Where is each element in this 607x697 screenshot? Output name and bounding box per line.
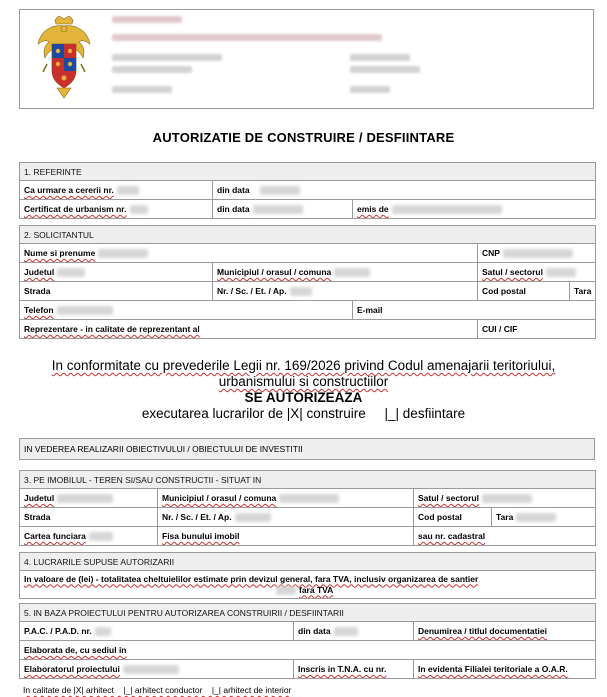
cadastral-label: sau nr. cadastral (418, 531, 486, 541)
satul-field[interactable] (546, 268, 576, 277)
municipiul-field[interactable] (334, 268, 370, 277)
pac-label: P.A.C. / P.A.D. nr. (24, 625, 92, 636)
section-3-heading: 3. PE IMOBILUL - TEREN SI/SAU CONSTRUCTII - SITUAT IN (20, 471, 596, 489)
work-type-checkboxes[interactable]: executarea lucrarilor de |X| construire |_| desfiintare (141, 406, 466, 421)
architect-role-checkboxes[interactable] (19, 685, 595, 695)
email-label: E-mail (357, 305, 383, 315)
din-data-field[interactable] (334, 627, 358, 636)
telefon-field[interactable] (57, 306, 113, 315)
judetul-field[interactable] (57, 268, 85, 277)
redacted-header-text (350, 54, 410, 61)
nr-field[interactable] (235, 513, 271, 522)
din-data-field[interactable] (260, 186, 300, 195)
municipiul-label: Municipiul / orasul / comuna (217, 266, 332, 277)
valoare-field[interactable] (276, 586, 296, 595)
municipiul-field[interactable] (279, 494, 339, 503)
redacted-header-text (112, 66, 192, 73)
calitate-line: In calitate de |X| arhitect |_| arhitect conductor |_| arhitect de interior (23, 685, 292, 695)
redacted-header-text (112, 34, 382, 41)
redacted-header-text (112, 16, 182, 23)
din-data-label: din data (217, 184, 250, 195)
denumirea-label: Denumirea / titlul documentatiei (418, 626, 547, 636)
cnp-label: CNP (482, 247, 500, 258)
references-applicant-table (19, 162, 596, 339)
nume-label: Nume si prenume (24, 247, 96, 258)
elaborata-label: Elaborata de, cu sediul in (24, 645, 127, 655)
cod-postal-label: Cod postal (482, 286, 526, 296)
valoare-line-1: In valoare de (lei) - totalitatea cheltuielilor estimate prin devizul general, fara TVA, inclusiv organizarea de santier (24, 573, 479, 584)
valoare-line-2: fara TVA (299, 584, 334, 595)
satul-label: Satul / sectorul (418, 492, 479, 503)
certificat-label: Certificat de urbanism nr. (24, 203, 127, 214)
fisa-label: Fisa bunului imobil (162, 531, 240, 541)
section-5-heading: 5. IN BAZA PROIECTULUI PENTRU AUTORIZAREA CONSTRUIRII / DESFIINTARII (20, 604, 596, 622)
elaboratorul-field[interactable] (123, 665, 179, 674)
nume-field[interactable] (98, 249, 148, 258)
emis-de-label: emis de (357, 203, 389, 214)
section-1-heading: 1. REFERINTE (20, 163, 596, 181)
cartea-field[interactable] (89, 532, 113, 541)
section-4-heading: 4. LUCRARILE SUPUSE AUTORIZARII (20, 553, 596, 571)
redacted-header-text (350, 66, 420, 73)
satul-field[interactable] (482, 494, 532, 503)
document-title: AUTORIZATIE DE CONSTRUIRE / DESFIINTARE (152, 130, 455, 145)
cod-postal-label: Cod postal (418, 512, 462, 522)
investment-objective-heading: IN VEDEREA REALIZARII OBIECTIVULUI / OBIECTULUI DE INVESTITII (19, 438, 595, 460)
municipiul-label: Municipiul / orasul / comuna (162, 492, 277, 503)
law-reference-line: In conformitate cu prevederile Legii nr. 169/2026 privind Codul amenajarii teritoriului, (51, 358, 556, 373)
redacted-header-text (350, 86, 390, 93)
se-autorizeaza-text: SE AUTORIZEAZA (244, 390, 363, 405)
strada-label: Strada (24, 286, 51, 296)
judetul-field[interactable] (57, 494, 113, 503)
redacted-header-text (112, 86, 172, 93)
nr-label: Nr. / Sc. / Et. / Ap. (162, 511, 232, 522)
romania-coat-of-arms-icon (35, 14, 93, 102)
cui-label: CUI / CIF (482, 324, 518, 334)
din-data-field[interactable] (253, 205, 303, 214)
evidenta-label: In evidenta Filialei teritoriale a O.A.R. (418, 664, 568, 674)
tara-field[interactable] (516, 513, 556, 522)
property-works-project-table (19, 470, 596, 679)
emis-de-field[interactable] (392, 205, 502, 214)
din-data-label: din data (298, 625, 331, 636)
din-data-label: din data (217, 203, 250, 214)
reprezentare-label: Reprezentare - in calitate de reprezentant al (24, 324, 200, 334)
nr-field[interactable] (290, 287, 312, 296)
valoare-cell (20, 571, 596, 599)
cartea-label: Cartea funciara (24, 530, 86, 541)
nr-label: Nr. / Sc. / Et. / Ap. (217, 285, 287, 296)
satul-label: Satul / sectorul (482, 266, 543, 277)
strada-label: Strada (24, 512, 51, 522)
certificat-field[interactable] (130, 205, 148, 214)
authorization-statement (0, 358, 607, 422)
document-header (19, 9, 594, 109)
telefon-label: Telefon (24, 304, 54, 315)
pac-field[interactable] (95, 627, 111, 636)
section-2-heading: 2. SOLICITANTUL (20, 226, 596, 244)
judetul-label: Judetul (24, 266, 55, 277)
law-reference-line-2: urbanismului si constructiilor (218, 374, 389, 389)
tara-label: Tara (574, 286, 592, 296)
tara-label: Tara (496, 511, 514, 522)
cerere-field[interactable] (117, 186, 139, 195)
redacted-header-text (112, 54, 222, 61)
cnp-field[interactable] (503, 249, 573, 258)
cerere-label: Ca urmare a cererii nr. (24, 184, 114, 195)
inscris-label: Inscris in T.N.A. cu nr. (298, 664, 387, 674)
judetul-label: Judetul (24, 492, 55, 503)
elaboratorul-label: Elaboratorul proiectului (24, 663, 120, 674)
